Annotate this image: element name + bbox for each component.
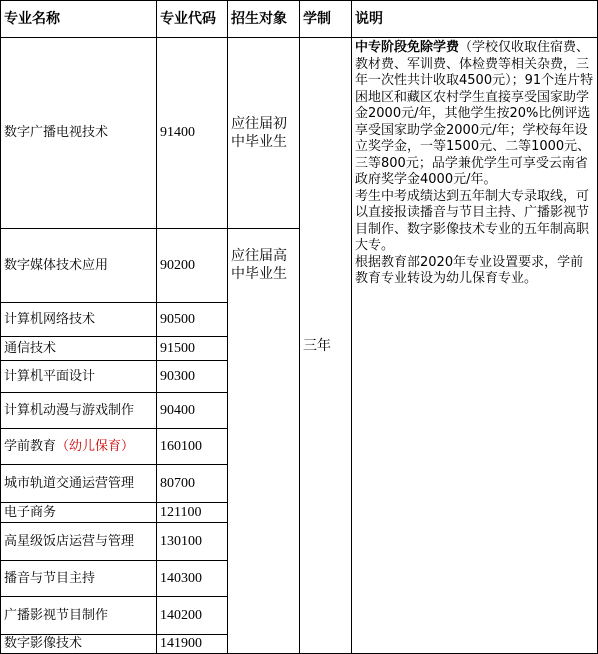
program-code: 90500	[157, 303, 228, 337]
program-code: 140300	[157, 561, 228, 597]
program-name: 城市轨道交通运营管理	[1, 465, 157, 503]
program-name: 广播影视节目制作	[1, 597, 157, 635]
program-name: 计算机动漫与游戏制作	[1, 393, 157, 429]
header-desc: 说明	[352, 1, 598, 38]
program-name: 电子商务	[1, 503, 157, 523]
program-code: 90300	[157, 361, 228, 393]
header-row	[1, 1, 598, 38]
program-name: 数字媒体技术应用	[1, 229, 157, 303]
program-name-main: 学前教育	[4, 438, 57, 454]
program-name: 数字影像技术	[1, 635, 157, 654]
description-note: 根据教育部2020年专业设置要求，学前教育专业转设为幼儿保育专业。	[355, 254, 584, 286]
program-name: 播音与节目主持	[1, 561, 157, 597]
description-cell	[352, 38, 598, 654]
header-name: 专业名称	[1, 1, 157, 38]
program-name: 计算机平面设计	[1, 361, 157, 393]
program-code: 140200	[157, 597, 228, 635]
years-cell: 三年	[300, 38, 352, 654]
program-name	[1, 429, 157, 465]
program-code: 91400	[157, 38, 228, 229]
program-name: 高星级饭店运营与管理	[1, 523, 157, 561]
program-code: 80700	[157, 465, 228, 503]
description-fees-text: （学校仅收取住宿费、教材费、军训费、体检费等相关杂费，三年一次性共计收取4500元）；91个连片特困地区和藏区农村学生直接享受国家助学金2000元/年，其他学生按20%比例评选享受国家助学金2000元/年；学校每年设立奖学金，一等1500元、二等1000元、三等800元；品学兼优学生可享受云南省政府奖学金4000元/年。	[355, 40, 594, 187]
program-code: 160100	[157, 429, 228, 465]
header-target: 招生对象	[228, 1, 300, 38]
program-name: 计算机网络技术	[1, 303, 157, 337]
program-name: 数字广播电视技术	[1, 38, 157, 229]
program-code: 90200	[157, 229, 228, 303]
program-name: 通信技术	[1, 337, 157, 361]
target-junior: 应往届初中毕业生	[228, 38, 300, 229]
program-name-note: （幼儿保育）	[56, 438, 135, 454]
program-code: 141900	[157, 635, 228, 654]
description-fees	[355, 40, 594, 189]
description-fees-bold: 中专阶段免除学费	[355, 40, 460, 55]
program-code: 130100	[157, 523, 228, 561]
description-college: 考生中考成绩达到五年制大专录取线，可以直接报读播音与节目主持、广播影视节目制作、数字影像技术专业的五年制高职大专。	[355, 188, 590, 253]
target-senior: 应往届高中毕业生	[228, 229, 300, 654]
header-years: 学制	[300, 1, 352, 38]
program-code: 91500	[157, 337, 228, 361]
program-code: 90400	[157, 393, 228, 429]
table-row	[1, 38, 598, 229]
header-code: 专业代码	[157, 1, 228, 38]
program-code: 121100	[157, 503, 228, 523]
